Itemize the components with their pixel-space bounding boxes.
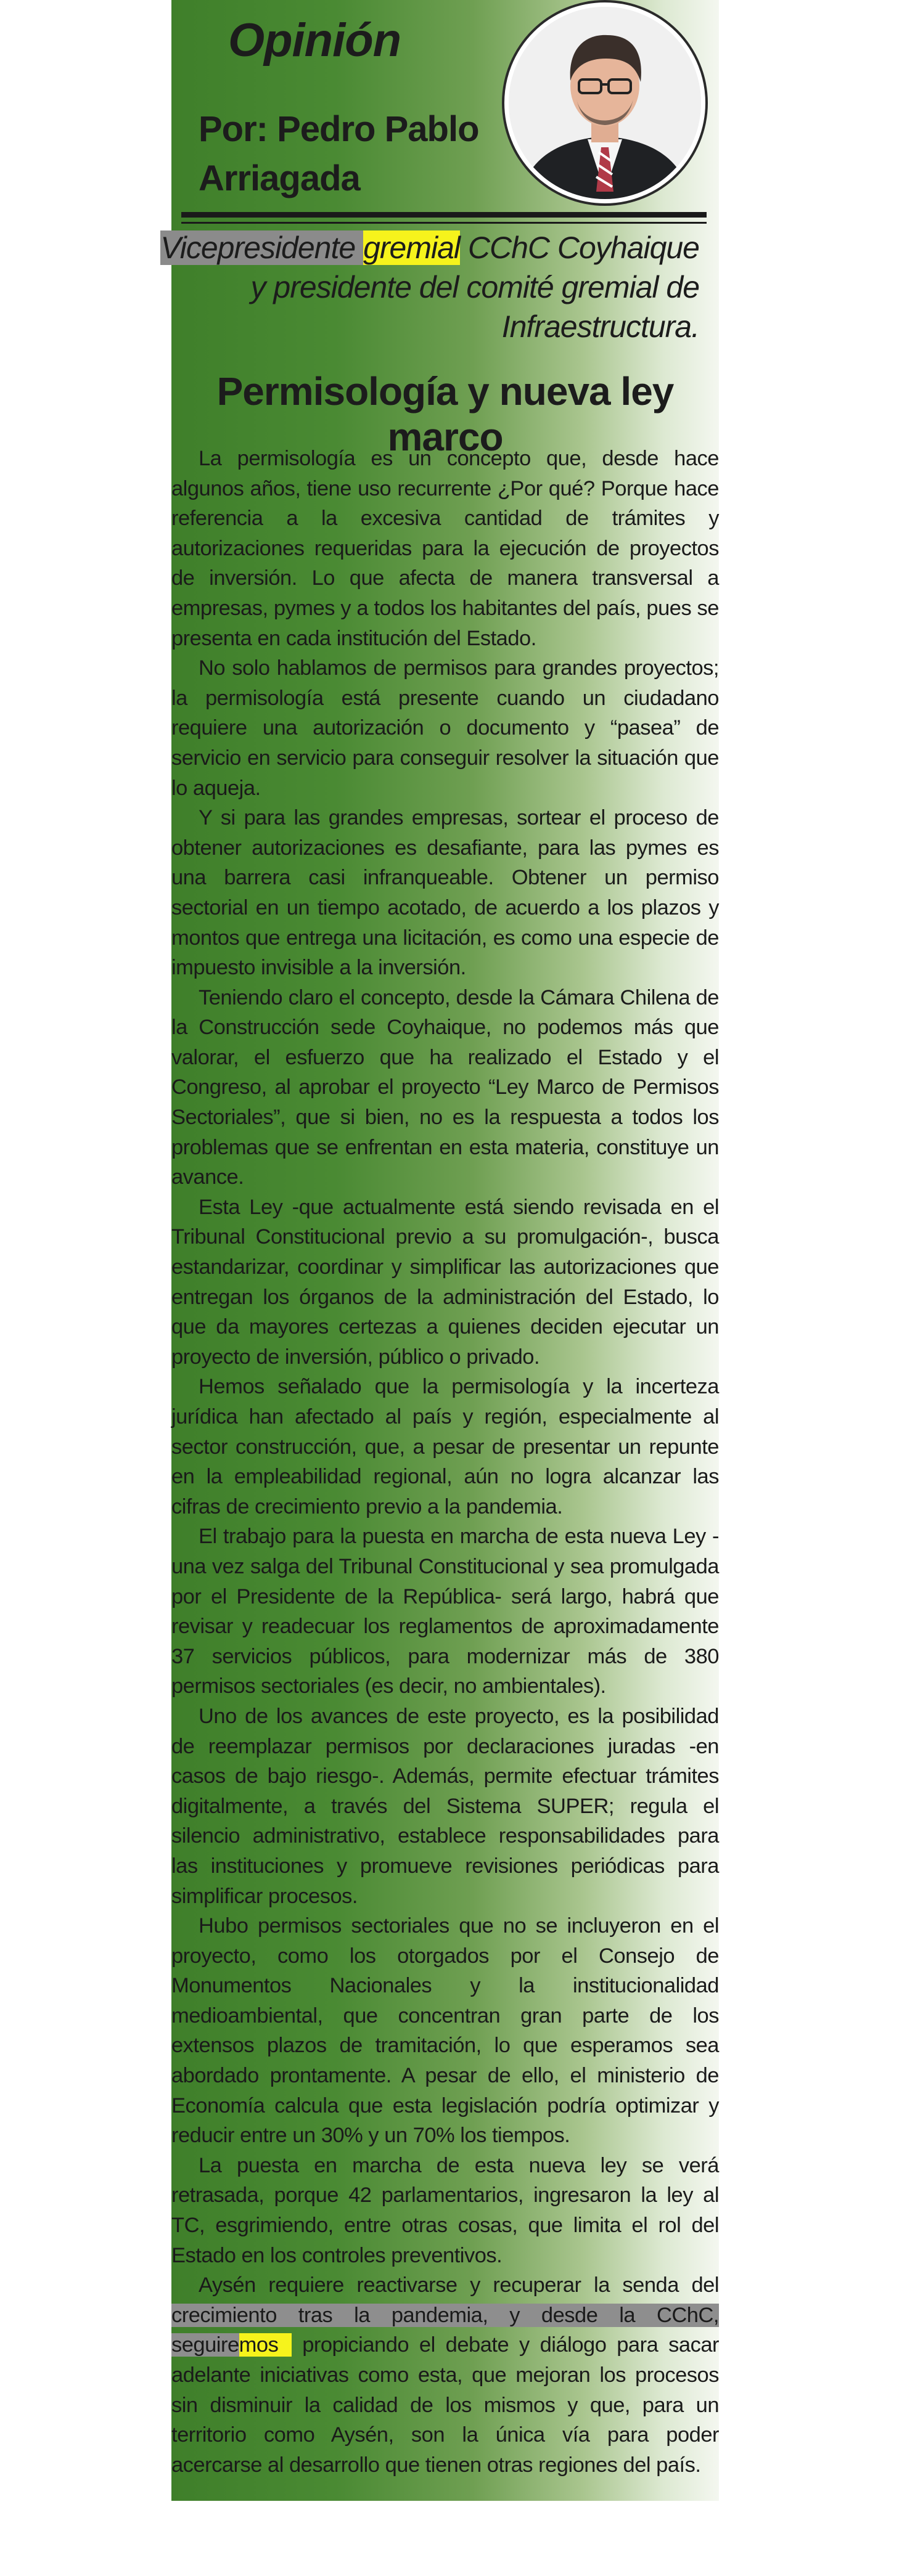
- author-role-line-2: y presidente del comité gremial de: [250, 270, 699, 304]
- author-name: Arriagada: [199, 158, 360, 198]
- author-role-line-1: [160, 228, 699, 267]
- role-line-1-rest: CChC Coyhaique: [460, 230, 699, 265]
- paragraph: Hubo permisos sectoriales que no se incluyeron en el proyecto, como los otorgados por el Consejo de Monumentos Nacionales y la institucionalidad medioambiental, que concentran gran parte de los extensos plazos de tramitación, lo que esperamos sea abordado prontamente. A pesar de ello, el ministerio de Economía calcula que esta legislación podría optimizar y reducir entre un 30% y un 70% los tiempos.: [171, 1914, 719, 2148]
- section-title: Opinión: [228, 14, 401, 67]
- role-highlight-grey: Vicepresidente: [160, 230, 364, 265]
- header-rule-thin: [181, 222, 707, 224]
- paragraph: Y si para las grandes empresas, sortear el proceso de obtener autorizaciones es desafiante, para las pymes es una barrera casi infranqueable. Obtener un permiso sectorial en un tiempo acotado, de acuerdo a los plazos y montos que entrega una licitación, es como una especie de impuesto invisible a la inversión.: [171, 806, 719, 980]
- author-byline: Por: Pedro Pablo: [199, 109, 479, 149]
- last-paragraph-start: Aysén requiere reactivarse y recuperar la senda del: [199, 2273, 719, 2297]
- article-body: [171, 444, 719, 2480]
- paragraph: Uno de los avances de este proyecto, es la posibilidad de reemplazar permisos por declaraciones juradas -en casos de bajo riesgo-. Además, permite efectuar trámites digitalmente, a través del Sistema SUPER; regula el silencio administrativo, establece responsabilidades para las instituciones y promueve revisiones periódicas para simplificar procesos.: [171, 1704, 719, 1908]
- paragraph: Hemos señalado que la permisología y la incerteza jurídica han afectado al país y región, especialmente al sector construcción, que, a pesar de presentar un repunte en la empleabilidad regional, aún no logra alcanzar las cifras de crecimiento previo a la pandemia.: [171, 1375, 719, 1518]
- author-photo: [504, 2, 705, 203]
- paragraph: Teniendo claro el concepto, desde la Cámara Chilena de la Construcción sede Coyhaique, no podemos más que valorar, el esfuerzo que ha realizado el Estado y el Congreso, al aprobar el proyecto “Ley Marco de Permisos Sectoriales”, que si bien, no es la respuesta a todos los problemas que se enfrentan en esta materia, constituye un avance.: [171, 985, 719, 1189]
- paragraph: Esta Ley -que actualmente está siendo revisada en el Tribunal Constitucional previo a su promulgación-, busca estandarizar, coordinar y simplificar las autorizaciones que entregan los órganos de la administración del Estado, lo que da mayores certezas a quienes deciden ejecutar un proyecto de inversión, público o privado.: [171, 1195, 719, 1369]
- paragraph-last: [171, 2270, 719, 2480]
- last-paragraph-highlight-grey: crecimiento tras la pandemia, y desde la CChC, seguire: [171, 2303, 719, 2357]
- last-paragraph-highlight-yellow: mos: [239, 2333, 292, 2357]
- role-highlight-yellow: gremial: [363, 230, 461, 265]
- author-role-line-3: Infraestructura.: [501, 309, 699, 344]
- paragraph: La puesta en marcha de esta nueva ley se verá retrasada, porque 42 parlamentarios, ingresaron la ley al TC, esgrimiendo, entre otras cosas, que limita el rol del Estado en los controles preventivos.: [171, 2153, 719, 2267]
- portrait-illustration: [509, 7, 701, 199]
- paragraph: El trabajo para la puesta en marcha de esta nueva Ley -una vez salga del Tribunal Constitucional y sea promulgada por el Presidente de la República- será largo, habrá que revisar y readecuar los reglamentos de aproximadamente 37 servicios públicos, para modernizar más de 380 permisos sectoriales (es decir, no ambientales).: [171, 1525, 719, 1698]
- paragraph: La permisología es un concepto que, desde hace algunos años, tiene uso recurrente ¿Por qué? Porque hace referencia a la excesiva cantidad de trámites y autorizaciones requeridas para la ejecución de proyectos de inversión. Lo que afecta de manera transversal a empresas, pymes y a todos los habitantes del país, pues se presenta en cada institución del Estado.: [171, 447, 719, 650]
- last-paragraph-end: propiciando el debate y diálogo para sacar adelante iniciativas como esta, que mejoran los procesos sin disminuir la calidad de los mismos y que, para un territorio como Aysén, son la única vía para poder acercarse al desarrollo que tienen otras regiones del país.: [171, 2333, 719, 2477]
- paragraph: No solo hablamos de permisos para grandes proyectos; la permisología está presente cuando un ciudadano requiere una autorización o documento y “pasea” de servicio en servicio para conseguir resolver la situación que lo aqueja.: [171, 656, 719, 800]
- header-rule: [181, 212, 707, 218]
- article-title: Permisología y nueva ley marco: [216, 369, 674, 459]
